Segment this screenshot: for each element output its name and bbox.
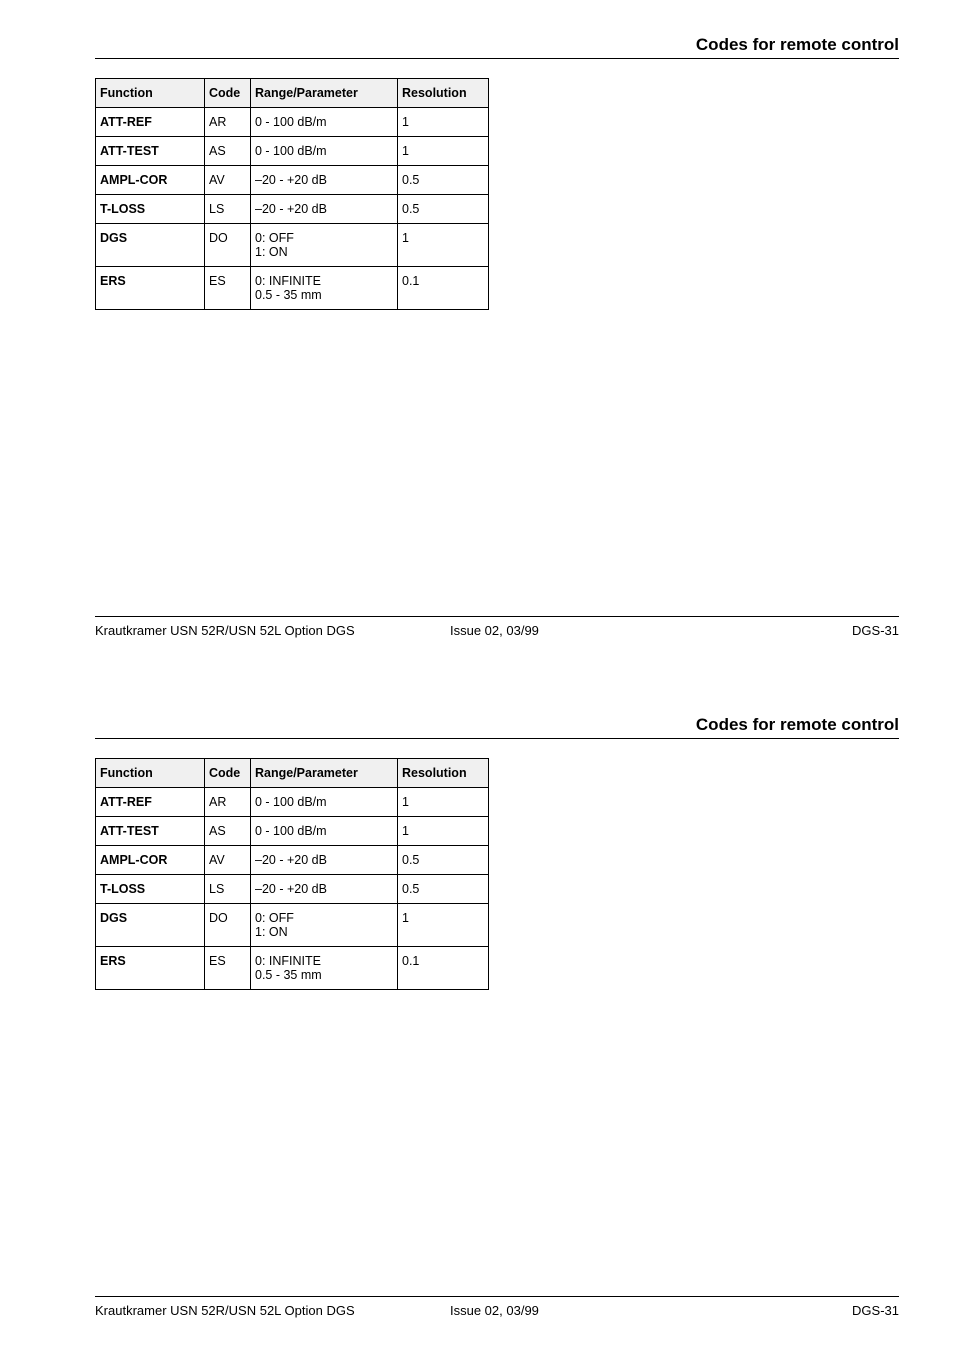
cell-function: AMPL-COR — [96, 846, 205, 875]
table-row — [96, 137, 489, 166]
remote-codes-table — [95, 78, 489, 310]
cell-range — [251, 875, 398, 904]
cell-function: DGS — [96, 904, 205, 947]
cell-resolution: 0.5 — [398, 166, 489, 195]
page-title: Codes for remote control — [695, 35, 899, 54]
cell-range — [251, 788, 398, 817]
page-footer — [95, 616, 899, 641]
range-line: –20 - +20 dB — [255, 202, 327, 216]
range-line: –20 - +20 dB — [255, 882, 327, 896]
range-line: 0: OFF — [255, 231, 294, 245]
cell-resolution: 0.5 — [398, 846, 489, 875]
table-row — [96, 224, 489, 267]
column-header-range: Range/Parameter — [251, 759, 398, 788]
table-header-row — [96, 759, 489, 788]
range-line: 1: ON — [255, 245, 288, 259]
cell-range — [251, 267, 398, 310]
cell-code: AS — [205, 817, 251, 846]
cell-function: ERS — [96, 947, 205, 990]
footer-page-number: DGS-31 — [852, 623, 899, 638]
footer-issue: Issue 02, 03/99 — [450, 623, 539, 638]
cell-code: AV — [205, 846, 251, 875]
cell-range — [251, 947, 398, 990]
table-row — [96, 846, 489, 875]
cell-resolution: 1 — [398, 137, 489, 166]
range-line: 0 - 100 dB/m — [255, 144, 327, 158]
cell-range — [251, 137, 398, 166]
cell-function: DGS — [96, 224, 205, 267]
range-line: 0.5 - 35 mm — [255, 288, 322, 302]
cell-resolution: 1 — [398, 817, 489, 846]
cell-code: ES — [205, 267, 251, 310]
cell-range — [251, 817, 398, 846]
table-row — [96, 904, 489, 947]
cell-range — [251, 224, 398, 267]
cell-code: LS — [205, 875, 251, 904]
range-line: 0.5 - 35 mm — [255, 968, 322, 982]
page-header — [95, 34, 899, 59]
cell-function: AMPL-COR — [96, 166, 205, 195]
range-line: 0 - 100 dB/m — [255, 824, 327, 838]
cell-resolution: 0.1 — [398, 267, 489, 310]
cell-function: ATT-TEST — [96, 137, 205, 166]
table-row — [96, 817, 489, 846]
range-line: 0 - 100 dB/m — [255, 795, 327, 809]
page-footer — [95, 1296, 899, 1321]
page-top — [0, 0, 954, 675]
table-row — [96, 166, 489, 195]
cell-function: ATT-TEST — [96, 817, 205, 846]
range-line: –20 - +20 dB — [255, 173, 327, 187]
footer-issue: Issue 02, 03/99 — [450, 1303, 539, 1318]
footer-page-number: DGS-31 — [852, 1303, 899, 1318]
range-line: 0: INFINITE — [255, 954, 321, 968]
column-header-code: Code — [205, 759, 251, 788]
range-line: 0 - 100 dB/m — [255, 115, 327, 129]
cell-resolution: 1 — [398, 904, 489, 947]
cell-code: LS — [205, 195, 251, 224]
cell-code: AR — [205, 108, 251, 137]
cell-code: ES — [205, 947, 251, 990]
cell-function: T-LOSS — [96, 195, 205, 224]
table-row — [96, 267, 489, 310]
page-title: Codes for remote control — [695, 715, 899, 734]
cell-resolution: 0.1 — [398, 947, 489, 990]
table-row — [96, 108, 489, 137]
range-line: 0: INFINITE — [255, 274, 321, 288]
cell-function: ATT-REF — [96, 788, 205, 817]
cell-resolution: 1 — [398, 788, 489, 817]
cell-resolution: 1 — [398, 108, 489, 137]
column-header-resolution: Resolution — [398, 79, 489, 108]
cell-function: ATT-REF — [96, 108, 205, 137]
cell-range — [251, 904, 398, 947]
column-header-resolution: Resolution — [398, 759, 489, 788]
column-header-function: Function — [96, 759, 205, 788]
cell-resolution: 1 — [398, 224, 489, 267]
cell-code: AS — [205, 137, 251, 166]
cell-code: AV — [205, 166, 251, 195]
table-row — [96, 195, 489, 224]
cell-resolution: 0.5 — [398, 875, 489, 904]
range-line: 1: ON — [255, 925, 288, 939]
cell-range — [251, 846, 398, 875]
cell-code: AR — [205, 788, 251, 817]
range-line: –20 - +20 dB — [255, 853, 327, 867]
cell-resolution: 0.5 — [398, 195, 489, 224]
cell-range — [251, 195, 398, 224]
range-line: 0: OFF — [255, 911, 294, 925]
table-row — [96, 947, 489, 990]
page-bottom — [0, 680, 954, 1355]
column-header-function: Function — [96, 79, 205, 108]
cell-function: ERS — [96, 267, 205, 310]
table-header-row — [96, 79, 489, 108]
cell-function: T-LOSS — [96, 875, 205, 904]
page-header — [95, 714, 899, 739]
cell-range — [251, 108, 398, 137]
table-row — [96, 875, 489, 904]
table-row — [96, 788, 489, 817]
footer-product: Krautkramer USN 52R/USN 52L Option DGS — [95, 623, 355, 638]
column-header-code: Code — [205, 79, 251, 108]
cell-range — [251, 166, 398, 195]
column-header-range: Range/Parameter — [251, 79, 398, 108]
remote-codes-table — [95, 758, 489, 990]
footer-product: Krautkramer USN 52R/USN 52L Option DGS — [95, 1303, 355, 1318]
cell-code: DO — [205, 224, 251, 267]
cell-code: DO — [205, 904, 251, 947]
